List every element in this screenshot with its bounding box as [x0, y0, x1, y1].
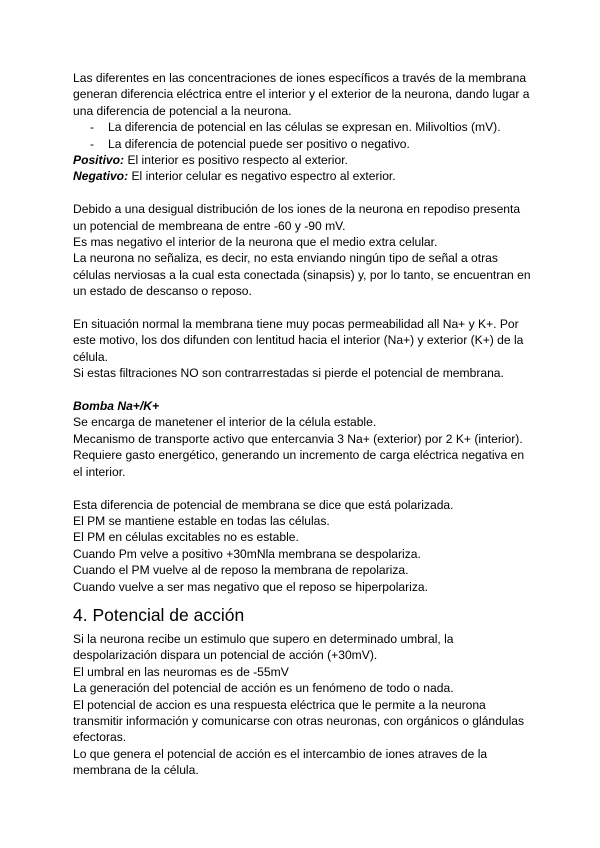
paragraph-gap: [73, 382, 535, 398]
resting-potential-line: Es mas negativo el interior de la neurona que el medio extra celular.: [73, 235, 438, 250]
intro-paragraph: Las diferentes en las concentraciones de iones específicos a través de la membrana generan diferencia eléctrica entre el interior y el exterior de la neurona, dando lugar a una diferencia de potencial a la neurona.: [73, 71, 530, 118]
paragraph-gap: [73, 480, 535, 496]
document-body: [73, 70, 535, 779]
bullet-item: [73, 119, 535, 135]
permeability-line: Si estas filtraciones NO son contrarrestadas si pierde el potencial de membrana.: [73, 366, 504, 381]
action-potential-line: Si la neurona recibe un estimulo que supero en determinado umbral, la despolarización dispara un potencial de acción (+30mV).: [73, 631, 454, 663]
polarization-line: Esta diferencia de potencial de membrana se dice que está polarizada.: [73, 497, 454, 512]
bullet-dash: -: [90, 120, 95, 135]
polarization-line: Cuando vuelve a ser mas negativo que el reposo se hiperpolariza.: [73, 579, 428, 594]
paragraph-gap: [73, 300, 535, 316]
polarization-line: Cuando el PM vuelve al de reposo la membrana de repolariza.: [73, 563, 409, 578]
bomba-line: Se encarga de manetener el interior de la célula estable.: [73, 415, 377, 430]
negativo-label: Negativo:: [73, 169, 129, 184]
section-heading: 4. Potencial de acción: [73, 604, 245, 625]
bullet-item: [73, 136, 535, 152]
paragraph-gap: [73, 185, 535, 201]
bullet-dash: -: [90, 136, 95, 151]
action-potential-line: Lo que genera el potencial de acción es el intercambio de iones atraves de la membrana de la célula.: [73, 746, 488, 778]
permeability-line: En situación normal la membrana tiene muy pocas permeabilidad all Na+ y K+. Por este motivo, los dos difunden con lentitud hacia el interior (Na+) y exterior (K+) de la célula.: [73, 317, 524, 364]
positivo-line: [73, 152, 535, 168]
polarization-line: Cuando Pm velve a positivo +30mNla membrana se despolariza.: [73, 546, 421, 561]
resting-potential-line: La neurona no señaliza, es decir, no esta enviando ningún tipo de señal a otras células nerviosas a la cual esta conectada (sinapsis) y, por lo tanto, se encuentran en un estado de descanso o reposo.: [73, 251, 531, 299]
negativo-text: El interior celular es negativo espectro al exterior.: [128, 169, 396, 184]
positivo-text: El interior es positivo respecto al exterior.: [124, 153, 348, 168]
negativo-line: [73, 168, 535, 184]
action-potential-line: El umbral en las neuromas es de -55mV: [73, 664, 289, 679]
bomba-line: Mecanismo de transporte activo que entercanvia 3 Na+ (exterior) por 2 K+ (interior). Requiere gasto energético, generando un incremento de carga eléctrica negativa en el interior.: [73, 431, 525, 479]
positivo-label: Positivo:: [73, 153, 125, 168]
bomba-heading: Bomba Na+/K+: [73, 399, 160, 414]
polarization-line: El PM en células excitables no es estable.: [73, 530, 299, 545]
resting-potential-line: Debido a una desigual distribución de los iones de la neurona en repodiso presenta un potencial de membreana de entre -60 y -90 mV.: [73, 202, 521, 233]
bullet-text: La diferencia de potencial puede ser positivo o negativo.: [108, 136, 410, 151]
bullet-text: La diferencia de potencial en las células se expresan en. Milivoltios (mV).: [108, 120, 501, 135]
action-potential-line: El potencial de accion es una respuesta eléctrica que le permite a la neurona transmitir información y comunicarse con otras neuronas, con orgánicos o glándulas efectoras.: [73, 697, 525, 745]
polarization-line: El PM se mantiene estable en todas las células.: [73, 513, 330, 528]
action-potential-line: La generación del potencial de acción es un fenómeno de todo o nada.: [73, 681, 454, 696]
